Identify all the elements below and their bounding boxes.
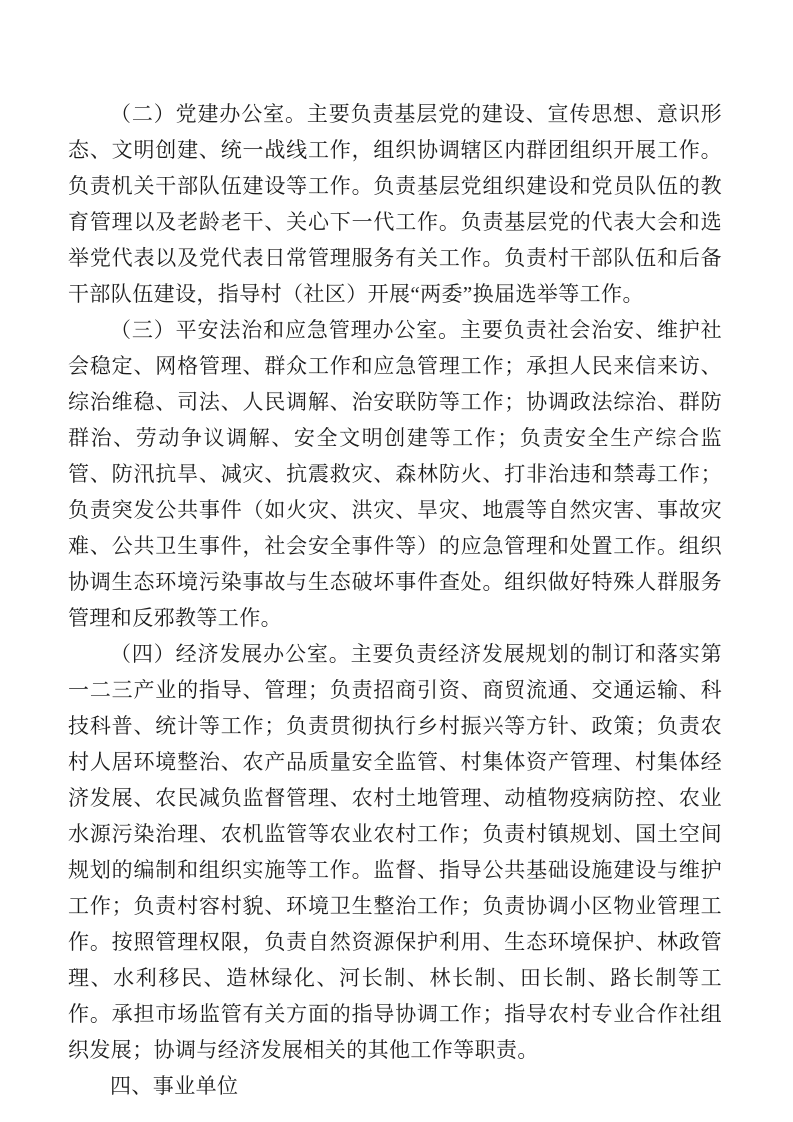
paragraph-party-building-office: （二）党建办公室。主要负责基层党的建设、宣传思想、意识形态、文明创建、统一战线工作，组织协调辖区内群团组织开展工作。负责机关干部队伍建设等工作。负责基层党组织建设和党员队伍的教育管理以及老龄老干、关心下一代工作。负责基层党的代表大会和选举党代表以及党代表日常管理服务有关工作。负责村干部队伍和后备干部队伍建设，指导村（社区）开展“两委”换届选举等工作。 [68, 102, 722, 306]
paragraph-economic-development-office: （四）经济发展办公室。主要负责经济发展规划的制订和落实第一二三产业的指导、管理；负责招商引资、商贸流通、交通运输、科技科普、统计等工作；负责贯彻执行乡村振兴等方针、政策；负责农村人居环境整治、农产品质量安全监管、村集体资产管理、村集体经济发展、农民减负监督管理、农村土地管理、动植物疫病防控、农业水源污染治理、农机监管等农业农村工作；负责村镇规划、国土空间规划的编制和组织实施等工作。监督、指导公共基础设施建设与维护工作；负责村容村貌、环境卫生整治工作；负责协调小区物业管理工作。按照管理权限，负责自然资源保护利用、生态环境保护、林政管理、水利移民、造林绿化、河长制、林长制、田长制、路长制等工作。承担市场监管有关方面的指导协调工作；指导农村专业合作社组织发展；协调与经济发展相关的其他工作等职责。 [68, 642, 722, 1062]
paragraph-safety-law-emergency-office: （三）平安法治和应急管理办公室。主要负责社会治安、维护社会稳定、网格管理、群众工作和应急管理工作；承担人民来信来访、综治维稳、司法、人民调解、治安联防等工作；协调政法综治、群防群治、劳动争议调解、安全文明创建等工作；负责安全生产综合监管、防汛抗旱、减灾、抗震救灾、森林防火、打非治违和禁毒工作；负责突发公共事件（如火灾、洪灾、旱灾、地震等自然灾害、事故灾难、公共卫生事件，社会安全事件等）的应急管理和处置工作。组织协调生态环境污染事故与生态破坏事件查处。组织做好特殊人群服务管理和反邪教等工作。 [68, 318, 722, 630]
document-body [68, 96, 722, 1104]
section-heading-public-institutions: 四、事业单位 [110, 1074, 239, 1098]
